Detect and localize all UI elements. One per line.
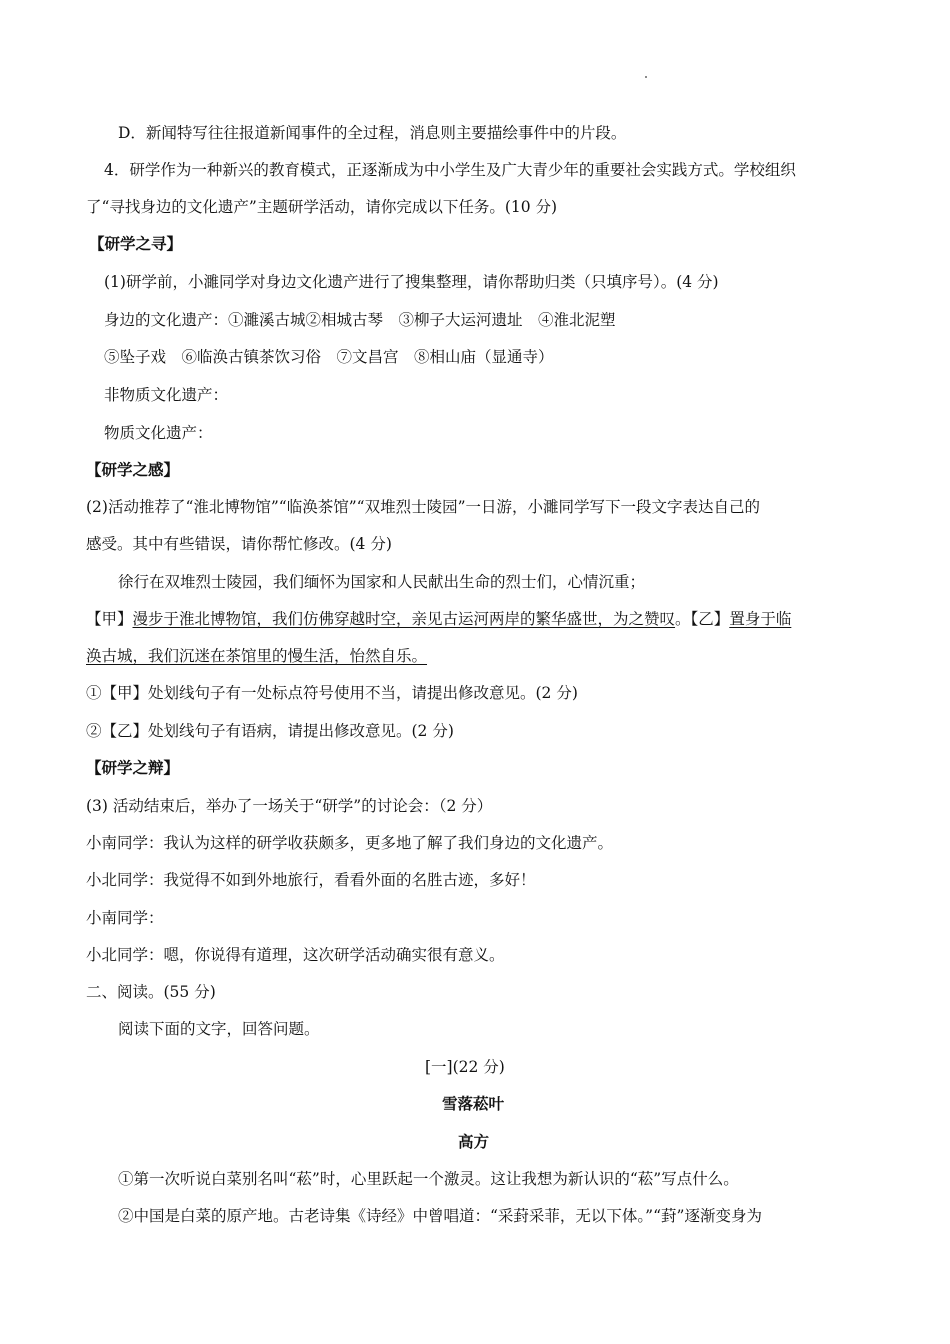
section-one-heading: [一](22 分)	[425, 1058, 505, 1076]
essay-paragraph-1: ①第一次听说白菜别名叫“菘”时，心里跃起一个激灵。这让我想为新认识的“菘”写点什么。	[118, 1170, 739, 1188]
jia-marker: 【甲】	[86, 610, 133, 628]
dialogue-line2: 小北同学：我觉得不如到外地旅行，看看外面的名胜古迹，多好！	[86, 871, 536, 889]
section-heading-bian: 【研学之辩】	[86, 758, 180, 777]
page-dot-mark	[645, 76, 647, 78]
reading-instruction: 阅读下面的文字，回答问题。	[118, 1020, 320, 1038]
yi-underlined-sentence-part2: 涣古城，我们沉迷在茶馆里的慢生活，怡然自乐。	[86, 647, 428, 665]
question-1-prompt: (1)研学前，小濉同学对身边文化遗产进行了搜集整理，请你帮助归类（只填序号）。(4 分)	[104, 273, 719, 291]
essay-paragraph-2: ②中国是白菜的原产地。古老诗集《诗经》中曾唱道：“采葑采菲，无以下体。”“葑”逐渐变身为	[118, 1207, 762, 1225]
passage-line1: 徐行在双堆烈士陵园，我们缅怀为国家和人民献出生命的烈士们，心情沉重；	[118, 573, 646, 591]
sub-question-2: ②【乙】处划线句子有语病，请提出修改意见。(2 分)	[86, 722, 454, 740]
sub-question-1: ①【甲】处划线句子有一处标点符号使用不当，请提出修改意见。(2 分)	[86, 684, 578, 702]
yi-marker: 【乙】	[690, 610, 730, 628]
section-heading-gan: 【研学之感】	[86, 460, 180, 479]
part-2-heading: 二、阅读。(55 分)	[86, 983, 216, 1001]
question-4-intro-line1: 4．研学作为一种新兴的教育模式，正逐渐成为中小学生及广大青少年的重要社会实践方式。学校组织	[104, 161, 796, 179]
tangible-heritage-answer: 物质文化遗产：	[104, 424, 213, 442]
passage-line2	[86, 608, 791, 630]
question-2-prompt-line2: 感受。其中有些错误，请你帮忙修改。(4 分)	[86, 535, 392, 553]
jia-end-punct: 。	[675, 610, 691, 628]
intangible-heritage-answer: 非物质文化遗产：	[104, 386, 229, 404]
essay-author: 高方	[458, 1132, 490, 1151]
heritage-list-line1: 身边的文化遗产：①濉溪古城②相城古琴 ③柳子大运河遗址 ④淮北泥塑	[104, 311, 616, 329]
question-3-prompt: (3) 活动结束后，举办了一场关于“研学”的讨论会：（2 分）	[86, 797, 493, 815]
dialogue-line1: 小南同学：我认为这样的研学收获颇多，更多地了解了我们身边的文化遗产。	[86, 834, 614, 852]
yi-underlined-sentence-part1: 置身于临	[729, 610, 792, 628]
dialogue-line3: 小南同学：	[86, 909, 164, 927]
heritage-list-line2: ⑤坠子戏 ⑥临涣古镇茶饮习俗 ⑦文昌宫 ⑧相山庙（显通寺）	[104, 348, 554, 366]
jia-underlined-sentence: 漫步于淮北博物馆，我们仿佛穿越时空，亲见古运河两岸的繁华盛世，为之赞叹	[132, 610, 676, 628]
question-4-intro-line2: 了“寻找身边的文化遗产”主题研学活动，请你完成以下任务。(10 分)	[86, 198, 558, 216]
section-heading-xun: 【研学之寻】	[89, 234, 183, 253]
dialogue-line4: 小北同学：嗯，你说得有道理，这次研学活动确实很有意义。	[86, 946, 505, 964]
essay-title: 雪落菘叶	[442, 1094, 505, 1113]
option-d: D．新闻特写往往报道新闻事件的全过程，消息则主要描绘事件中的片段。	[118, 124, 627, 142]
question-2-prompt-line1: (2)活动推荐了“淮北博物馆”“临涣茶馆”“双堆烈士陵园”一日游，小濉同学写下一段文字表达自己的	[86, 498, 761, 516]
